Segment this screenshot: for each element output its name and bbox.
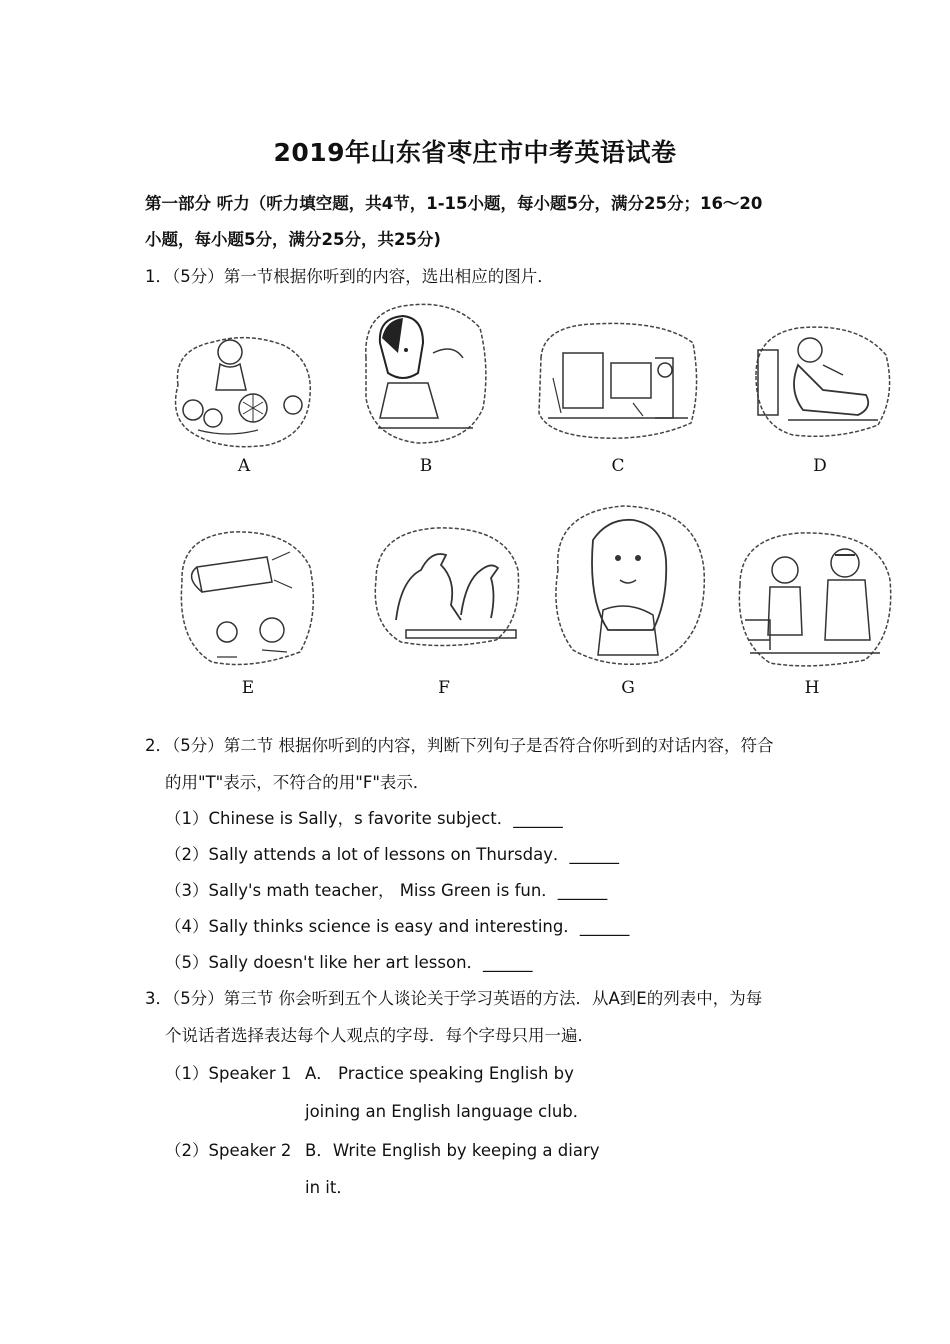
picture-label-d: D — [813, 456, 827, 476]
question-2-item-1: （1）Chinese is Sally，s favorite subject．______ — [165, 809, 563, 828]
question-1-text: 1．（5分）第一节根据你听到的内容，选出相应的图片． — [145, 267, 554, 286]
picture-b — [358, 298, 493, 448]
picture-label-e: E — [241, 678, 255, 698]
speaker-2: （2）Speaker 2 — [165, 1141, 292, 1160]
picture-c — [533, 318, 703, 443]
question-2-item-5: （5）Sally doesn't like her art lesson．______ — [165, 953, 533, 972]
section-header-line2: 小题，每小题5分，满分25分，共25分) — [145, 230, 441, 249]
picture-label-c: C — [611, 456, 625, 476]
picture-label-b: B — [419, 456, 433, 476]
picture-f — [366, 520, 526, 650]
page-title: 2019年山东省枣庄市中考英语试卷 — [273, 138, 677, 167]
picture-label-h: H — [804, 678, 820, 698]
option-a-line1: A． Practice speaking English by — [305, 1064, 574, 1083]
picture-e — [172, 522, 322, 672]
question-2-item-2: （2）Sally attends a lot of lessons on Thursday．______ — [165, 845, 619, 864]
picture-g — [548, 500, 710, 670]
picture-h — [730, 525, 898, 670]
picture-label-f: F — [438, 678, 450, 698]
question-3-line1: 3．（5分）第三节 你会听到五个人谈论关于学习英语的方法．从A到E的列表中，为每 — [145, 989, 763, 1008]
picture-a — [168, 330, 318, 450]
speaker-1: （1）Speaker 1 — [165, 1064, 292, 1083]
section-header-line1: 第一部分 听力（听力填空题，共4节，1-15小题，每小题5分，满分25分；16～20 — [145, 194, 763, 213]
question-2-item-4: （4）Sally thinks science is easy and interesting．______ — [165, 917, 630, 936]
picture-label-a: A — [237, 456, 251, 476]
question-3-line2: 个说话者选择表达每个人观点的字母．每个字母只用一遍． — [165, 1026, 594, 1045]
option-a-line2: joining an English language club． — [305, 1102, 590, 1121]
question-2-line1: 2．（5分）第二节 根据你听到的内容，判断下列句子是否符合你听到的对话内容，符合 — [145, 736, 774, 755]
question-2-line2: 的用"T"表示，不符合的用"F"表示． — [165, 773, 430, 792]
picture-label-g: G — [621, 678, 635, 698]
option-b-line1: B．Write English by keeping a diary — [305, 1141, 600, 1160]
option-b-line2: in it． — [305, 1178, 353, 1197]
question-2-item-3: （3）Sally's math teacher， Miss Green is fun．______ — [165, 881, 608, 900]
picture-d — [748, 320, 898, 440]
